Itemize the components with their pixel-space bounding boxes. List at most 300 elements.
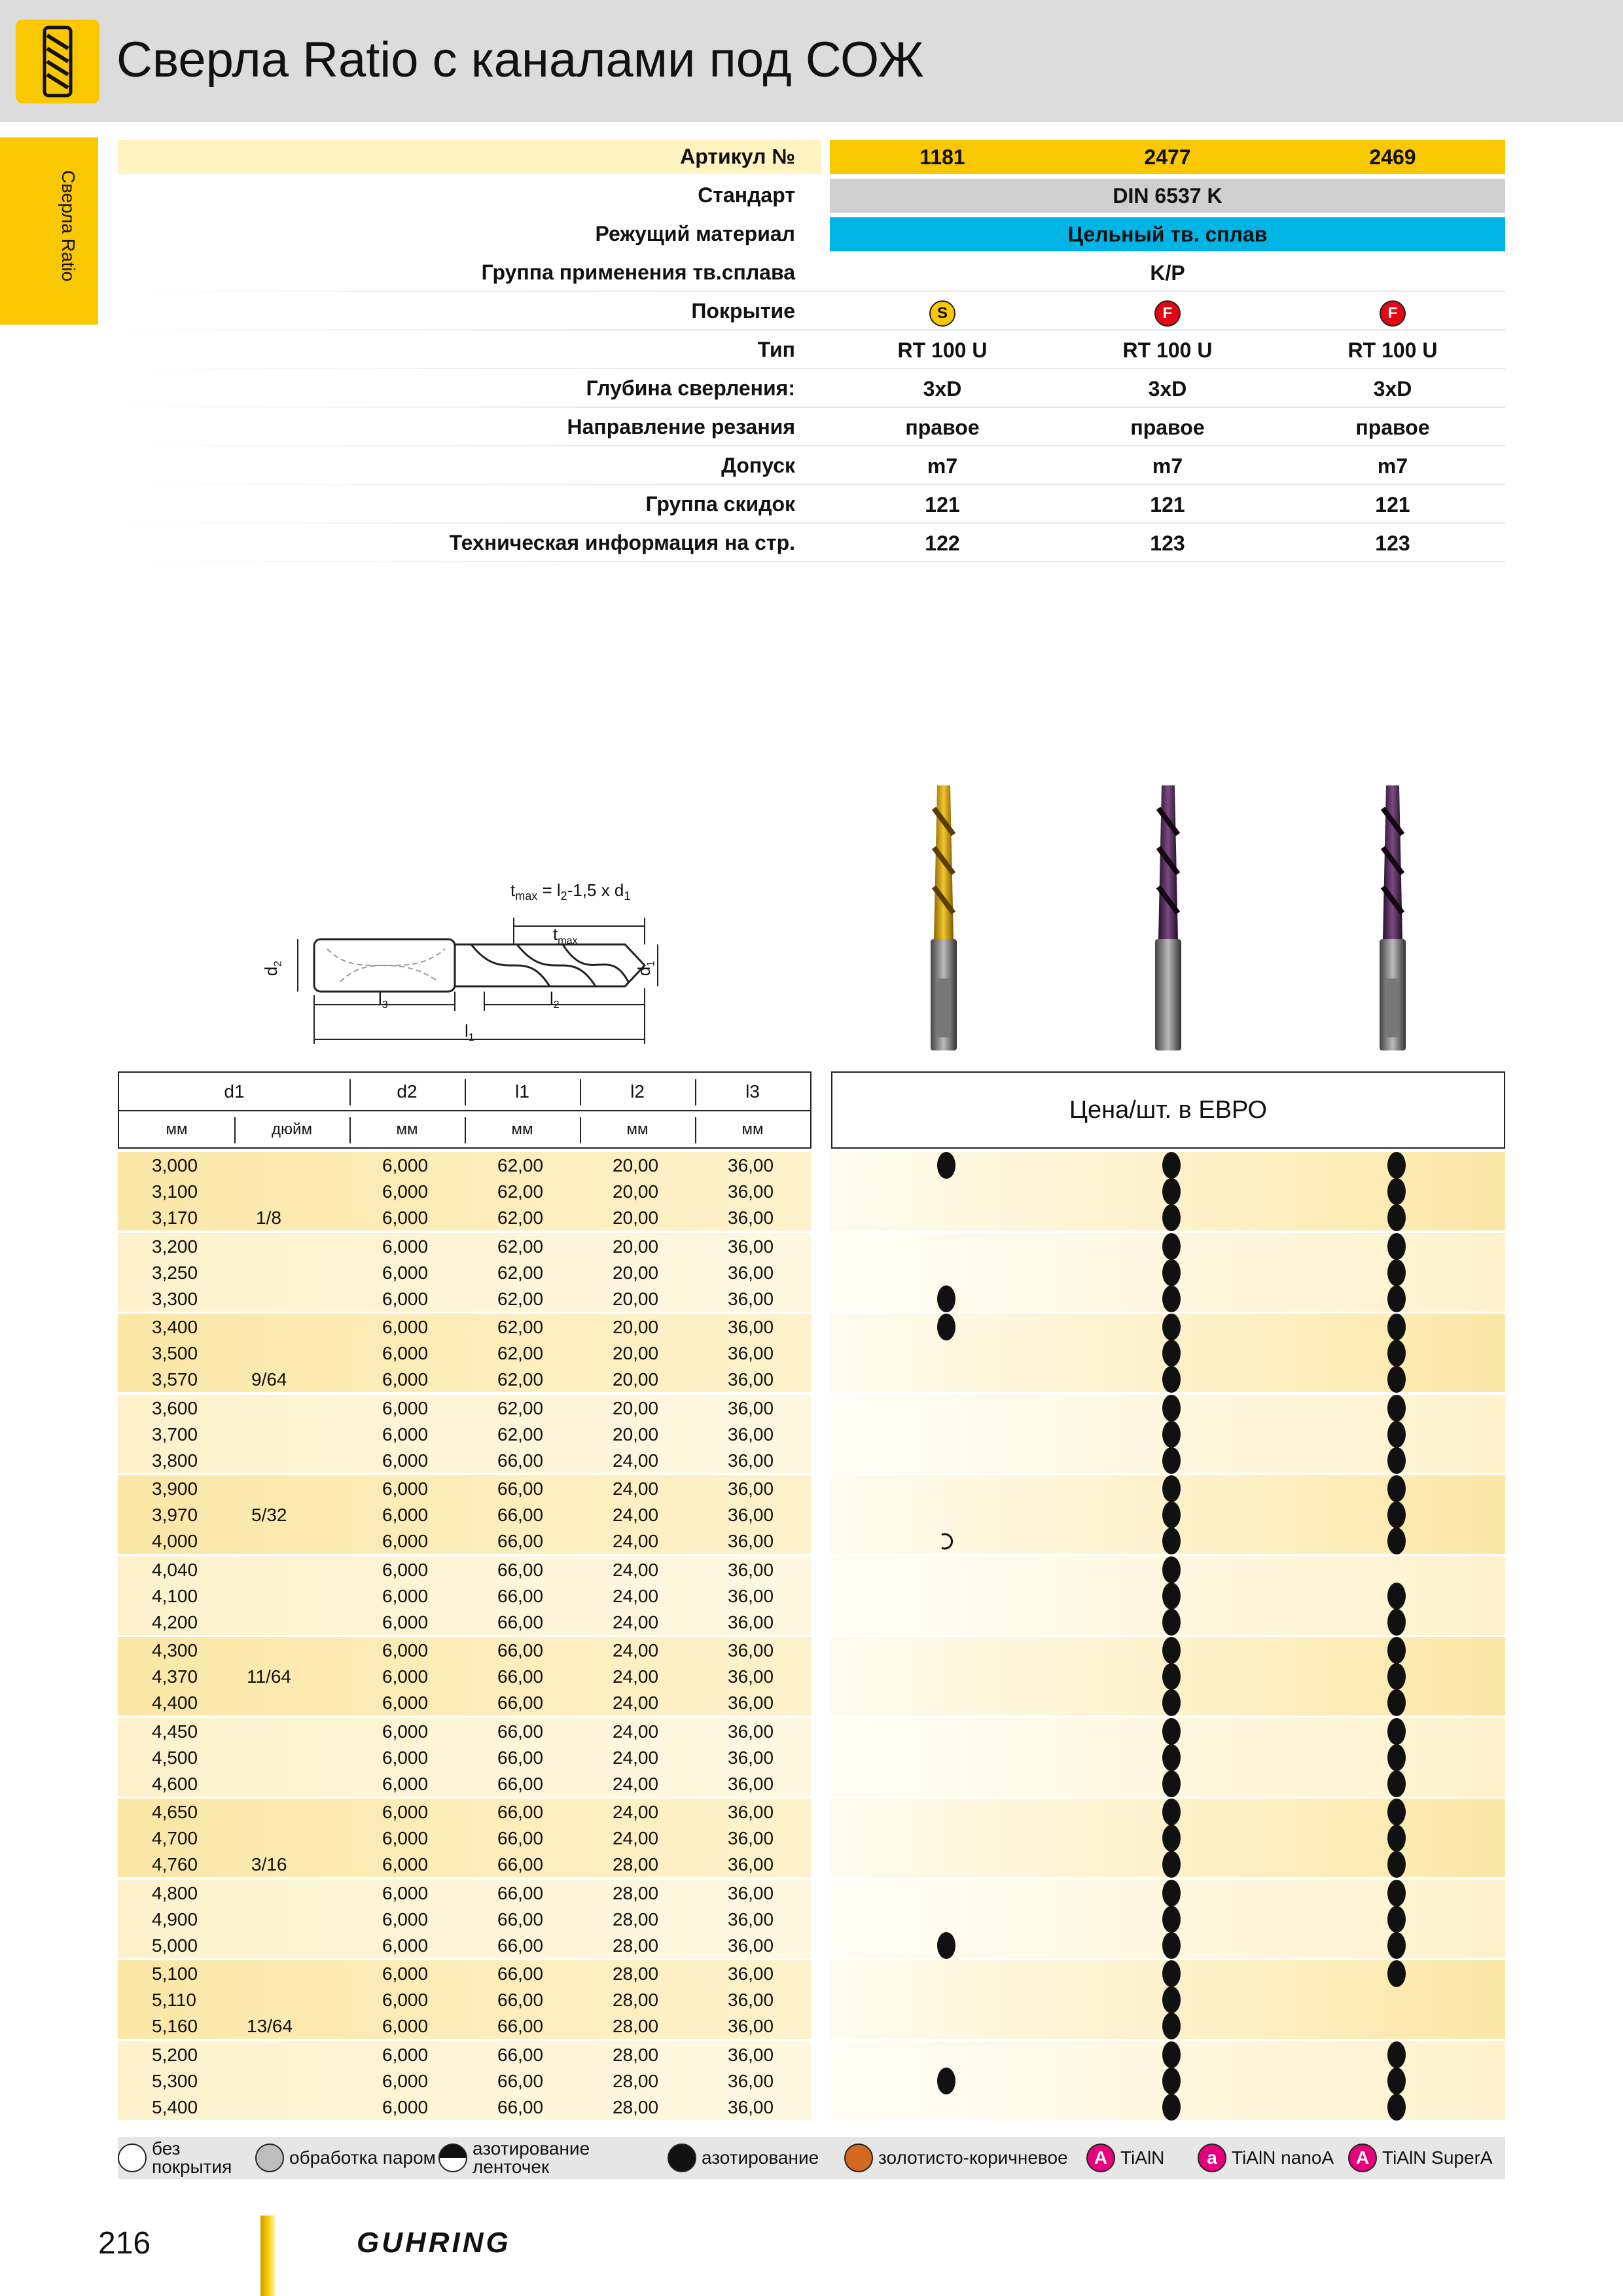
cell-d2: 6,000 (382, 1479, 429, 1499)
availability-dot-icon (1162, 1583, 1181, 1609)
cell-l1: 66,00 (497, 1666, 544, 1687)
cell-l3: 36,00 (728, 1208, 774, 1228)
cell-l1: 62,00 (497, 1262, 544, 1283)
table-row[interactable] (118, 1986, 1505, 2013)
property-value: RT 100 U (1347, 338, 1438, 362)
property-value: RT 100 U (897, 338, 988, 362)
table-row[interactable] (118, 1718, 1505, 1745)
coating-badge-icon: F (1380, 300, 1406, 327)
coating-badge-icon: S (929, 300, 955, 327)
cell-l1: 66,00 (497, 1531, 544, 1551)
cell-l2: 24,00 (613, 1479, 659, 1499)
availability-dot-icon (1162, 1932, 1181, 1959)
table-row[interactable] (118, 1152, 1505, 1179)
unit-inch: дюйм (272, 1121, 312, 1138)
property-value (1055, 295, 1280, 329)
availability-dot-icon (1387, 1880, 1406, 1907)
cell-l3: 36,00 (728, 1721, 774, 1742)
property-label: Техническая информация на стр. (449, 531, 795, 554)
cell-l1: 62,00 (497, 1397, 544, 1418)
property-value: правое (905, 416, 980, 439)
availability-dot-icon (1387, 1609, 1406, 1636)
cell-l3: 36,00 (728, 1343, 774, 1363)
cell-d2: 6,000 (382, 1882, 429, 1903)
cell-l2: 20,00 (613, 1397, 659, 1418)
cell-l1: 62,00 (497, 1155, 544, 1175)
availability-dot-icon (1162, 2094, 1181, 2121)
availability-dot-icon (1162, 1689, 1181, 1716)
cell-l1: 66,00 (497, 1909, 544, 1929)
cell-l2: 28,00 (613, 2070, 659, 2091)
cell-l2: 28,00 (613, 1935, 659, 1956)
availability-dot-icon (1387, 1851, 1406, 1878)
cell-l1: 66,00 (497, 1585, 544, 1606)
availability-dot-icon (1162, 1285, 1181, 1312)
brand-logo: GUHRING (357, 2227, 511, 2259)
property-value: 3xD (1148, 377, 1187, 401)
cell-d1: 4,900 (152, 1909, 198, 1929)
cell-l1: 62,00 (497, 1288, 544, 1309)
cell-d1: 5,110 (152, 1990, 196, 2010)
availability-dot-icon (1162, 1744, 1181, 1771)
drill-dimension-diagram (242, 870, 674, 1054)
property-value: m7 (1152, 454, 1183, 478)
availability-dot-icon (1387, 1421, 1406, 1448)
cell-d1: 5,300 (152, 2070, 198, 2091)
table-row[interactable] (118, 1906, 1505, 1933)
availability-dot-icon (1162, 1204, 1181, 1231)
l2-label: $l_2$ (550, 988, 560, 1011)
cell-l1: 66,00 (497, 1990, 544, 2010)
cell-l3: 36,00 (728, 1236, 774, 1257)
cell-l1: 62,00 (497, 1424, 544, 1444)
legend-swatch-icon (118, 2144, 147, 2172)
dimension-table-header (118, 1071, 812, 1149)
cell-l2: 28,00 (613, 2044, 659, 2065)
table-row[interactable] (118, 1556, 1505, 1583)
row-group (118, 1960, 1505, 2041)
cell-inch: 9/64 (251, 1369, 287, 1390)
cell-l3: 36,00 (728, 2096, 774, 2117)
property-row (118, 215, 1505, 253)
table-row[interactable] (118, 2094, 1505, 2121)
cell-l1: 66,00 (497, 2016, 544, 2036)
cell-l3: 36,00 (728, 1288, 774, 1309)
cell-l3: 36,00 (728, 1935, 774, 1956)
availability-dot-icon (1162, 1906, 1181, 1933)
table-row[interactable] (118, 1501, 1505, 1528)
availability-dot-icon (1387, 1583, 1406, 1609)
availability-open-icon (936, 1528, 956, 1554)
availability-dot-icon (1387, 1366, 1406, 1393)
legend-swatch-icon: A (1086, 2144, 1115, 2172)
availability-dot-icon (1162, 1556, 1181, 1583)
table-row[interactable] (118, 1366, 1505, 1393)
cell-l1: 66,00 (497, 1693, 544, 1713)
legend-swatch-icon (844, 2144, 873, 2172)
cell-d1: 5,200 (152, 2044, 198, 2065)
cell-l2: 20,00 (613, 1424, 659, 1444)
unit-mm: мм (511, 1121, 533, 1138)
row-group (118, 1799, 1505, 1880)
cell-l1: 66,00 (497, 1747, 544, 1768)
availability-dot-icon (1162, 1825, 1181, 1852)
availability-dot-icon (1162, 1395, 1181, 1422)
cell-d2: 6,000 (382, 1693, 429, 1713)
cell-d2: 6,000 (382, 1964, 429, 1984)
table-row[interactable] (118, 2041, 1505, 2068)
availability-dot-icon (1162, 1421, 1181, 1448)
cell-l3: 36,00 (728, 1882, 774, 1903)
table-row[interactable] (118, 1178, 1505, 1205)
property-value: 121 (1375, 493, 1410, 516)
property-value: 2477 (1144, 145, 1191, 169)
cell-l3: 36,00 (728, 1424, 774, 1444)
cell-d2: 6,000 (382, 1559, 429, 1580)
table-row[interactable] (118, 1609, 1505, 1636)
availability-dot-icon (1162, 1152, 1181, 1179)
cell-l2: 20,00 (613, 1317, 659, 1337)
table-row[interactable] (118, 1340, 1505, 1367)
cell-d2: 6,000 (382, 1343, 429, 1363)
property-row (118, 176, 1505, 215)
cell-l1: 66,00 (497, 1640, 544, 1660)
table-row[interactable] (118, 1285, 1505, 1312)
availability-dot-icon (1387, 1501, 1406, 1528)
cell-l1: 66,00 (497, 1721, 544, 1742)
cell-d1: 5,100 (152, 1964, 198, 1984)
cell-d1: 4,450 (152, 1721, 198, 1742)
cell-l3: 36,00 (728, 1155, 774, 1175)
cell-l3: 36,00 (728, 1964, 774, 1984)
side-tab-label: Сверла Ratio (58, 170, 79, 282)
cell-l3: 36,00 (728, 1397, 774, 1418)
property-label: Глубина сверления: (586, 376, 795, 400)
availability-dot-icon (937, 1285, 955, 1312)
availability-dot-icon (1387, 1960, 1406, 1987)
footer-accent-bar (260, 2215, 275, 2296)
drill-image-2469 (1366, 782, 1419, 1057)
cell-d2: 6,000 (382, 1802, 429, 1822)
table-row[interactable] (118, 1259, 1505, 1286)
property-value: RT 100 U (1122, 338, 1213, 362)
cell-l2: 28,00 (613, 1909, 659, 1929)
table-row[interactable] (118, 1799, 1505, 1825)
cell-d2: 6,000 (382, 1747, 429, 1768)
row-group (118, 2041, 1505, 2123)
table-row[interactable] (118, 1744, 1505, 1771)
table-row[interactable] (118, 1637, 1505, 1664)
property-value: m7 (1377, 454, 1408, 478)
cell-l3: 36,00 (728, 1181, 774, 1202)
cell-l1: 66,00 (497, 1854, 544, 1874)
cell-l3: 36,00 (728, 1450, 774, 1471)
cell-l3: 36,00 (728, 2070, 774, 2091)
cell-l3: 36,00 (728, 1773, 774, 1794)
cell-l2: 24,00 (613, 1773, 659, 1794)
cell-d1: 4,650 (152, 1802, 198, 1822)
cell-l2: 24,00 (613, 1559, 659, 1580)
property-value: 122 (925, 531, 960, 555)
cell-d2: 6,000 (382, 1317, 429, 1337)
unit-mm: мм (626, 1121, 649, 1138)
cell-d2: 6,000 (382, 1155, 429, 1175)
cell-d1: 3,500 (152, 1343, 198, 1363)
coating-badge-icon: F (1154, 300, 1181, 327)
cell-l3: 36,00 (728, 1585, 774, 1606)
unit-mm: мм (741, 1121, 764, 1138)
property-row (118, 331, 1505, 369)
cell-d2: 6,000 (382, 1397, 429, 1418)
cell-d1: 3,000 (152, 1155, 198, 1175)
legend-swatch-icon (668, 2144, 696, 2172)
property-label: Направление резания (567, 415, 795, 439)
cell-d2: 6,000 (382, 1236, 429, 1257)
cell-d1: 5,000 (152, 1935, 198, 1956)
page-number: 216 (98, 2226, 151, 2261)
property-row (118, 524, 1505, 562)
cell-l2: 20,00 (613, 1288, 659, 1309)
table-row[interactable] (118, 1851, 1505, 1878)
property-value: 3xD (1373, 377, 1412, 401)
cell-l1: 66,00 (497, 2044, 544, 2065)
availability-dot-icon (1162, 1637, 1181, 1664)
availability-dot-icon (1387, 1233, 1406, 1260)
availability-dot-icon (1162, 1986, 1181, 2013)
col-d2: d2 (397, 1081, 418, 1102)
table-row[interactable] (118, 1932, 1505, 1959)
col-l3: l3 (745, 1081, 760, 1102)
property-value: 121 (925, 493, 960, 516)
cell-l1: 66,00 (497, 2070, 544, 2091)
availability-dot-icon (1162, 2041, 1181, 2068)
row-group (118, 1395, 1505, 1476)
availability-dot-icon (1387, 1744, 1406, 1771)
cell-d1: 4,200 (152, 1611, 198, 1632)
table-row[interactable] (118, 1475, 1505, 1502)
availability-dot-icon (1387, 1663, 1406, 1690)
cell-l3: 36,00 (728, 1802, 774, 1822)
availability-dot-icon (1387, 1932, 1406, 1959)
availability-dot-icon (1387, 1528, 1406, 1554)
dimension-rows (118, 1152, 1505, 2122)
cell-l2: 20,00 (613, 1155, 659, 1175)
cell-l1: 66,00 (497, 2096, 544, 2117)
l3-label: $l_3$ (378, 988, 388, 1011)
availability-dot-icon (1387, 1259, 1406, 1286)
cell-d2: 6,000 (382, 1909, 429, 1929)
cell-l2: 24,00 (613, 1747, 659, 1768)
cell-l2: 28,00 (613, 2016, 659, 2036)
tmax-label: $t_{max}$ (553, 924, 578, 947)
table-row[interactable] (118, 1960, 1505, 1987)
property-value: 121 (1150, 493, 1185, 516)
availability-dot-icon (1162, 1770, 1181, 1797)
d2-label: $d_2$ (261, 960, 284, 977)
cell-l2: 20,00 (613, 1343, 659, 1363)
table-row[interactable] (118, 1689, 1505, 1716)
drill-image-2477 (1142, 782, 1194, 1057)
table-row[interactable] (118, 1314, 1505, 1340)
cell-d1: 3,700 (152, 1424, 198, 1444)
l1-label: $l_1$ (465, 1021, 474, 1044)
availability-dot-icon (937, 1152, 955, 1179)
availability-dot-icon (1387, 1340, 1406, 1367)
table-row[interactable] (118, 1663, 1505, 1690)
cell-d2: 6,000 (382, 1773, 429, 1794)
cell-l1: 62,00 (497, 1236, 544, 1257)
availability-dot-icon (1387, 1285, 1406, 1312)
cell-l2: 20,00 (613, 1262, 659, 1283)
availability-dot-icon (1162, 1475, 1181, 1502)
availability-dot-icon (937, 2068, 955, 2094)
cell-d1: 4,760 (152, 1854, 198, 1874)
property-value: правое (1355, 416, 1430, 439)
table-row[interactable] (118, 1528, 1505, 1554)
cell-l2: 24,00 (613, 1828, 659, 1848)
property-label: Группа применения тв.сплава (481, 260, 795, 284)
cell-l2: 24,00 (613, 1450, 659, 1471)
table-row[interactable] (118, 1880, 1505, 1907)
legend-swatch-icon (438, 2144, 467, 2172)
header-bar (0, 0, 1623, 122)
table-row[interactable] (118, 1233, 1505, 1260)
property-value: 123 (1150, 531, 1185, 555)
table-row[interactable] (118, 1395, 1505, 1422)
availability-dot-icon (1387, 2068, 1406, 2094)
availability-dot-icon (1162, 1178, 1181, 1205)
properties-table (118, 137, 1505, 562)
row-group (118, 1880, 1505, 1961)
availability-dot-icon (937, 1314, 955, 1340)
row-group (118, 1637, 1505, 1718)
cell-d1: 5,160 (152, 2016, 198, 2036)
cell-l2: 20,00 (613, 1236, 659, 1257)
row-group (118, 1718, 1505, 1799)
cell-l1: 62,00 (497, 1369, 544, 1390)
cell-d1: 5,400 (152, 2096, 198, 2117)
cell-l2: 24,00 (613, 1611, 659, 1632)
cell-l2: 28,00 (613, 1990, 659, 2010)
cell-l3: 36,00 (728, 1479, 774, 1499)
property-label: Покрытие (691, 299, 795, 323)
property-row (118, 408, 1505, 446)
availability-dot-icon (1162, 2013, 1181, 2039)
table-row[interactable] (118, 2068, 1505, 2094)
availability-dot-icon (1387, 1475, 1406, 1502)
cell-l1: 66,00 (497, 1964, 544, 1984)
cell-l2: 24,00 (613, 1693, 659, 1713)
cell-d2: 6,000 (382, 2016, 429, 2036)
availability-dot-icon (1162, 1528, 1181, 1554)
cell-d2: 6,000 (382, 1181, 429, 1202)
unit-mm: мм (166, 1121, 188, 1138)
availability-dot-icon (1162, 2068, 1181, 2094)
row-group (118, 1233, 1505, 1314)
property-row (118, 446, 1505, 485)
cell-inch: 1/8 (256, 1208, 281, 1228)
cell-l2: 28,00 (613, 1964, 659, 1984)
property-value (1280, 295, 1505, 329)
availability-dot-icon (1387, 1314, 1406, 1340)
cell-d2: 6,000 (382, 1721, 429, 1742)
cell-l3: 36,00 (728, 1640, 774, 1660)
availability-dot-icon (937, 1932, 955, 1959)
cell-l3: 36,00 (728, 1693, 774, 1713)
table-row[interactable] (118, 1770, 1505, 1797)
cell-d1: 3,970 (152, 1505, 198, 1525)
availability-dot-icon (1387, 1152, 1406, 1179)
row-group (118, 1314, 1505, 1395)
table-row[interactable] (118, 1583, 1505, 1609)
cell-l3: 36,00 (728, 2016, 774, 2036)
property-row (118, 253, 1505, 292)
cell-d2: 6,000 (382, 1262, 429, 1283)
cell-d1: 3,300 (152, 1288, 198, 1309)
price-header: Цена/шт. в ЕВРО (831, 1071, 1505, 1149)
cell-l1: 66,00 (497, 1559, 544, 1580)
drill-logo-icon (16, 20, 99, 103)
cell-d2: 6,000 (382, 1531, 429, 1551)
cell-d2: 6,000 (382, 2070, 429, 2091)
table-row[interactable] (118, 1447, 1505, 1474)
col-d1: d1 (224, 1081, 245, 1102)
cell-l1: 66,00 (497, 1773, 544, 1794)
property-label: Режущий материал (595, 222, 795, 245)
col-l1: l1 (515, 1081, 529, 1102)
table-row[interactable] (118, 2013, 1505, 2039)
cell-l2: 20,00 (613, 1369, 659, 1390)
row-group (118, 1475, 1505, 1556)
cell-inch: 11/64 (247, 1666, 291, 1687)
property-row (118, 369, 1505, 408)
availability-dot-icon (1387, 1689, 1406, 1716)
cell-l1: 66,00 (497, 1505, 544, 1525)
cell-l1: 66,00 (497, 1611, 544, 1632)
cell-l1: 62,00 (497, 1181, 544, 1202)
cell-l3: 36,00 (728, 1531, 774, 1551)
cell-l1: 66,00 (497, 1802, 544, 1822)
availability-dot-icon (1162, 1799, 1181, 1825)
property-value (830, 295, 1055, 329)
cell-l1: 66,00 (497, 1450, 544, 1471)
availability-dot-icon (1387, 1395, 1406, 1422)
row-group (118, 1556, 1505, 1638)
cell-l3: 36,00 (728, 1505, 774, 1525)
d1-label: $d_1$ (634, 960, 657, 977)
cell-d1: 3,570 (152, 1369, 198, 1390)
cell-l3: 36,00 (728, 2044, 774, 2065)
cell-l2: 24,00 (613, 1531, 659, 1551)
cell-l2: 24,00 (613, 1802, 659, 1822)
table-row[interactable] (118, 1825, 1505, 1852)
side-tab[interactable] (0, 137, 98, 325)
table-row[interactable] (118, 1204, 1505, 1231)
cell-d2: 6,000 (382, 1828, 429, 1848)
cell-d1: 3,100 (152, 1181, 198, 1202)
availability-dot-icon (1162, 1340, 1181, 1367)
cell-inch: 3/16 (251, 1854, 287, 1874)
cell-d1: 4,500 (152, 1747, 198, 1768)
table-row[interactable] (118, 1421, 1505, 1448)
cell-l1: 66,00 (497, 1882, 544, 1903)
cell-d1: 3,600 (152, 1397, 198, 1418)
availability-dot-icon (1162, 1663, 1181, 1690)
cell-d1: 4,300 (152, 1640, 198, 1660)
cell-d1: 3,900 (152, 1479, 198, 1499)
cell-l3: 36,00 (728, 1990, 774, 2010)
property-label: Допуск (721, 454, 795, 477)
